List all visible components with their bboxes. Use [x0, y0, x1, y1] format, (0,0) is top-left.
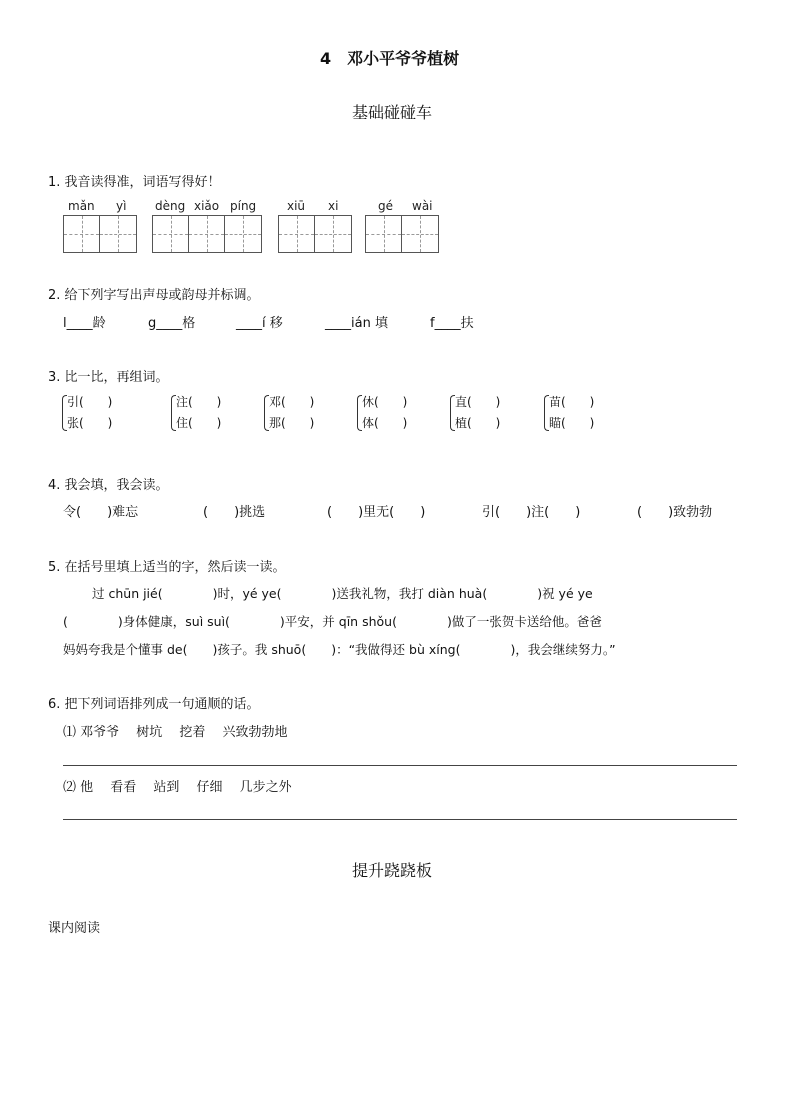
q5-prompt: 5. 在括号里填上适当的字，然后读一读。: [48, 560, 286, 575]
grid-cell[interactable]: [64, 216, 100, 252]
grid-cell[interactable]: [315, 216, 351, 252]
writing-grid[interactable]: [152, 215, 262, 253]
grid-cell[interactable]: [153, 216, 189, 252]
q2-item[interactable]: l____龄: [63, 316, 106, 331]
page-title: 4 邓小平爷爷植树: [320, 49, 460, 68]
answer-line[interactable]: [63, 819, 737, 820]
q6-prompt: 6. 把下列词语排列成一句通顺的话。: [48, 697, 260, 712]
word-pair-bottom[interactable]: 住( ): [176, 416, 222, 430]
q5-line[interactable]: 过 chūn jié( )时，yé ye( )送我礼物，我打 diàn huà( )祝 yé ye: [92, 586, 593, 601]
q2-item[interactable]: ____í 移: [236, 316, 283, 331]
q4-item[interactable]: 引( )注( ): [482, 505, 581, 520]
q6-item: ⑴ 邓爷爷 树坑 挖着 兴致勃勃地: [63, 725, 288, 740]
word-pair-bottom[interactable]: 植( ): [455, 416, 501, 430]
q4-prompt: 4. 我会填，我会读。: [48, 478, 169, 493]
pinyin-label: yì: [116, 199, 127, 213]
word-pair-top[interactable]: 直( ): [455, 395, 501, 409]
word-pair-bottom[interactable]: 张( ): [67, 416, 113, 430]
q6-item: ⑵ 他 看看 站到 仔细 几步之外: [63, 780, 292, 795]
q2-prompt: 2. 给下列字写出声母或韵母并标调。: [48, 288, 260, 303]
q1-prompt: 1. 我音读得准，词语写得好！: [48, 175, 221, 190]
pinyin-label: wài: [412, 199, 433, 213]
section-heading-basics: 基础碰碰车: [352, 103, 433, 122]
q5-line[interactable]: ( )身体健康，suì suì( )平安，并 qīn shǒu( )做了一张贺卡送给他。爸爸: [63, 614, 602, 629]
grid-cell[interactable]: [100, 216, 136, 252]
word-pair-top[interactable]: 邓( ): [269, 395, 315, 409]
word-pair: [362, 392, 407, 434]
q2-item[interactable]: g____格: [148, 316, 196, 331]
q2-item[interactable]: f____扶: [430, 316, 474, 331]
q4-item[interactable]: 令( )难忘: [63, 505, 139, 520]
word-pair: [269, 392, 314, 434]
q4-item[interactable]: ( )挑选: [203, 505, 266, 520]
q3-prompt: 3. 比一比，再组词。: [48, 370, 169, 385]
reading-label: 课内阅读: [48, 921, 101, 936]
word-pair-top[interactable]: 休( ): [362, 395, 408, 409]
word-pair: [549, 392, 594, 434]
writing-grid[interactable]: [365, 215, 439, 253]
pinyin-label: mǎn: [68, 199, 95, 213]
pinyin-label: gé: [378, 199, 393, 213]
grid-cell[interactable]: [189, 216, 225, 252]
pinyin-label: dèng: [155, 199, 186, 213]
word-pair-bottom[interactable]: 瞄( ): [549, 416, 595, 430]
grid-cell[interactable]: [279, 216, 315, 252]
word-pair-bottom[interactable]: 那( ): [269, 416, 315, 430]
q4-item[interactable]: ( )里无( ): [327, 505, 426, 520]
q2-item[interactable]: ____ián 填: [325, 316, 388, 331]
word-pair-top[interactable]: 苗( ): [549, 395, 595, 409]
word-pair-top[interactable]: 引( ): [67, 395, 113, 409]
section-heading-advanced: 提升跷跷板: [352, 861, 433, 880]
writing-grid[interactable]: [63, 215, 137, 253]
q5-line[interactable]: 妈妈夸我是个懂事 de( )孩子。我 shuō( )：“我做得还 bù xíng( )，我会继续努力。”: [63, 642, 616, 657]
word-pair: [455, 392, 500, 434]
word-pair: [176, 392, 221, 434]
grid-cell[interactable]: [402, 216, 438, 252]
pinyin-label: xiū: [287, 199, 306, 213]
word-pair: [67, 392, 112, 434]
grid-cell[interactable]: [366, 216, 402, 252]
pinyin-label: píng: [230, 199, 257, 213]
pinyin-label: xiǎo: [194, 199, 220, 213]
q4-item[interactable]: ( )致勃勃: [637, 505, 713, 520]
word-pair-bottom[interactable]: 体( ): [362, 416, 408, 430]
word-pair-top[interactable]: 注( ): [176, 395, 222, 409]
answer-line[interactable]: [63, 765, 737, 766]
grid-cell[interactable]: [225, 216, 261, 252]
writing-grid[interactable]: [278, 215, 352, 253]
pinyin-label: xi: [328, 199, 339, 213]
